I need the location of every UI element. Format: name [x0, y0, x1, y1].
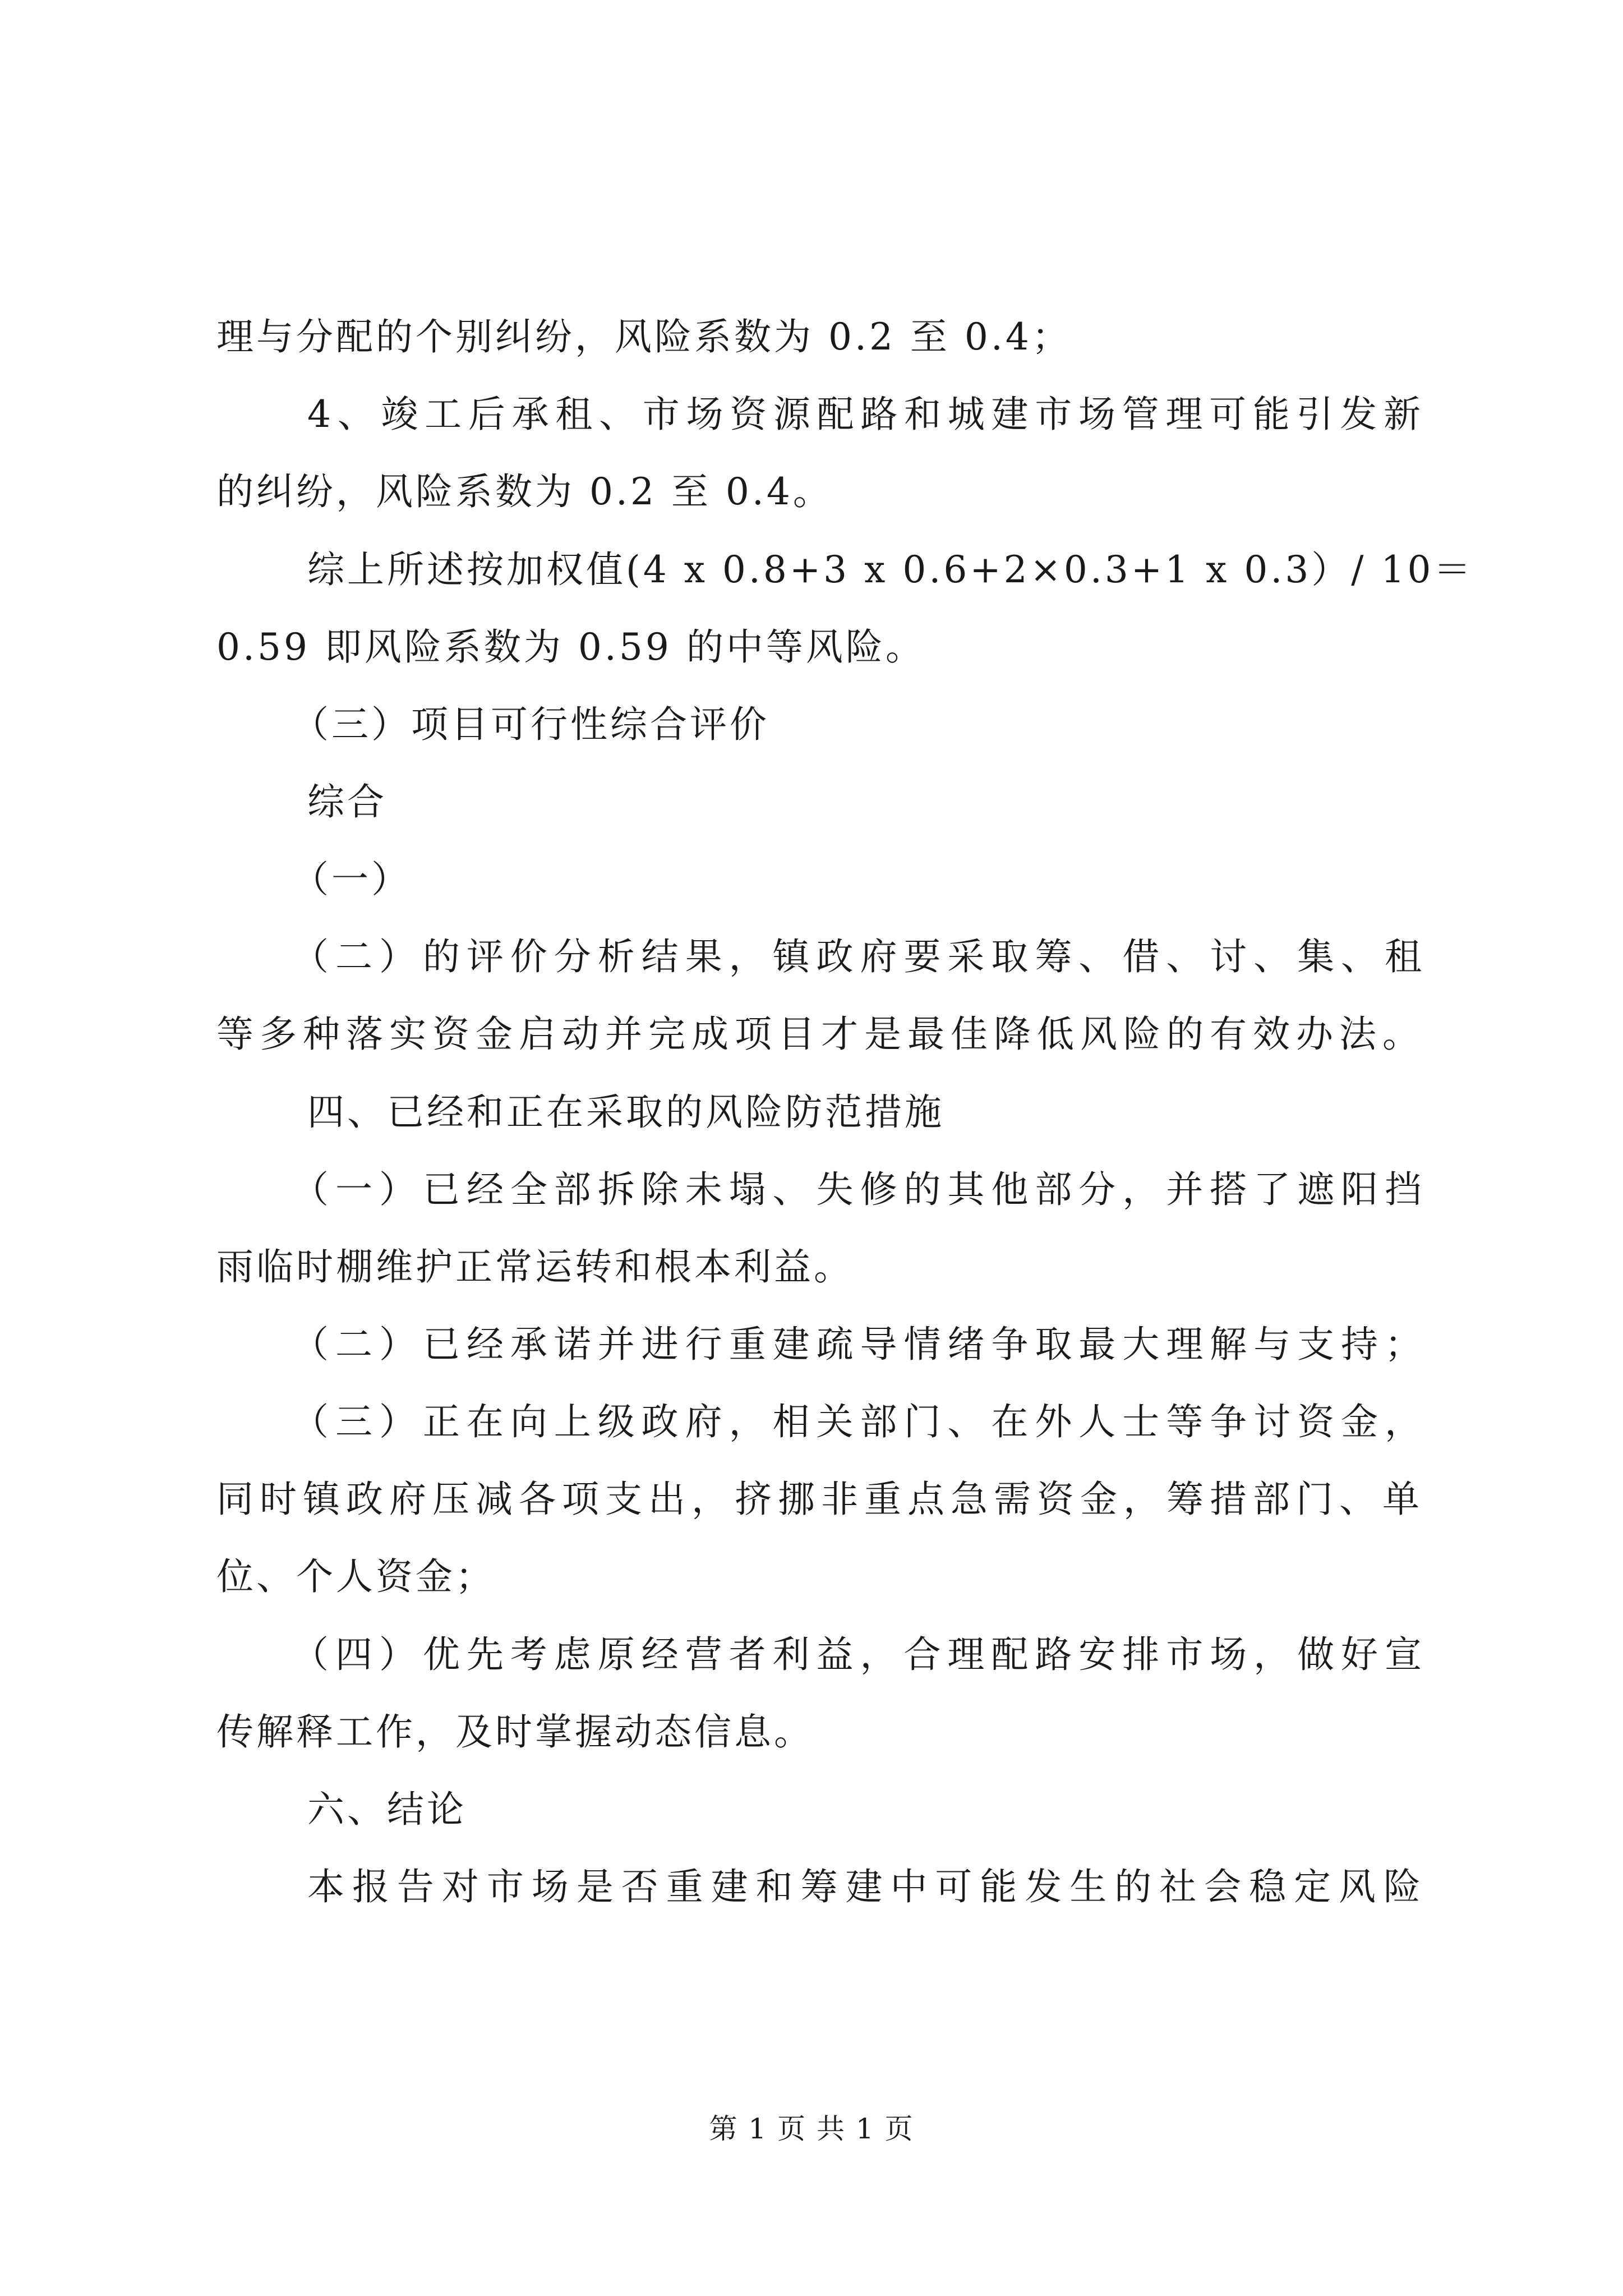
- text-line: 4、竣工后承租、市场资源配路和城建市场管理可能引发新: [307, 393, 1423, 436]
- text-line: 0.59 即风险系数为 0.59 的中等风险。: [216, 625, 925, 669]
- text-line: 本报告对市场是否重建和筹建中可能发生的社会稳定风险: [307, 1865, 1423, 1908]
- text-line: 传解释工作，及时掌握动态信息。: [216, 1710, 814, 1754]
- text-line: 位、个人资金；: [216, 1555, 495, 1598]
- text-line: 的纠纷，风险系数为 0.2 至 0.4。: [216, 470, 833, 513]
- text-line: 同时镇政府压减各项支出，挤挪非重点急需资金，筹措部门、单: [216, 1478, 1422, 1521]
- text-line: 理与分配的个别纠纷，风险系数为 0.2 至 0.4；: [216, 315, 1072, 358]
- section-heading: 六、结论: [307, 1788, 467, 1831]
- text-line: （一）: [292, 858, 411, 901]
- text-line: （二）的评价分析结果，镇政府要采取筹、借、讨、集、租: [292, 935, 1424, 978]
- page-footer: 第 1 页 共 1 页: [709, 2113, 914, 2145]
- text-line: （四）优先考虑原经营者利益，合理配路安排市场，做好宣: [292, 1633, 1424, 1676]
- text-line: 综上所述按加权值(4 x 0.8+3 x 0.6+2×0.3+1 x 0.3）/ 10＝: [307, 548, 1474, 591]
- section-heading: （三）项目可行性综合评价: [292, 703, 769, 746]
- section-heading: 四、已经和正在采取的风险防范措施: [307, 1091, 944, 1134]
- text-line: （三）正在向上级政府，相关部门、在外人士等争讨资金，: [292, 1400, 1424, 1443]
- text-line: （二）已经承诺并进行重建疏导情绪争取最大理解与支持；: [292, 1323, 1424, 1366]
- text-line: （一）已经全部拆除未塌、失修的其他部分，并搭了遮阳挡: [292, 1168, 1424, 1211]
- text-line: 等多种落实资金启动并完成项目才是最佳降低风险的有效办法。: [216, 1013, 1422, 1056]
- text-line: 雨临时棚维护正常运转和根本利益。: [216, 1245, 854, 1289]
- text-line: 综合: [307, 780, 387, 823]
